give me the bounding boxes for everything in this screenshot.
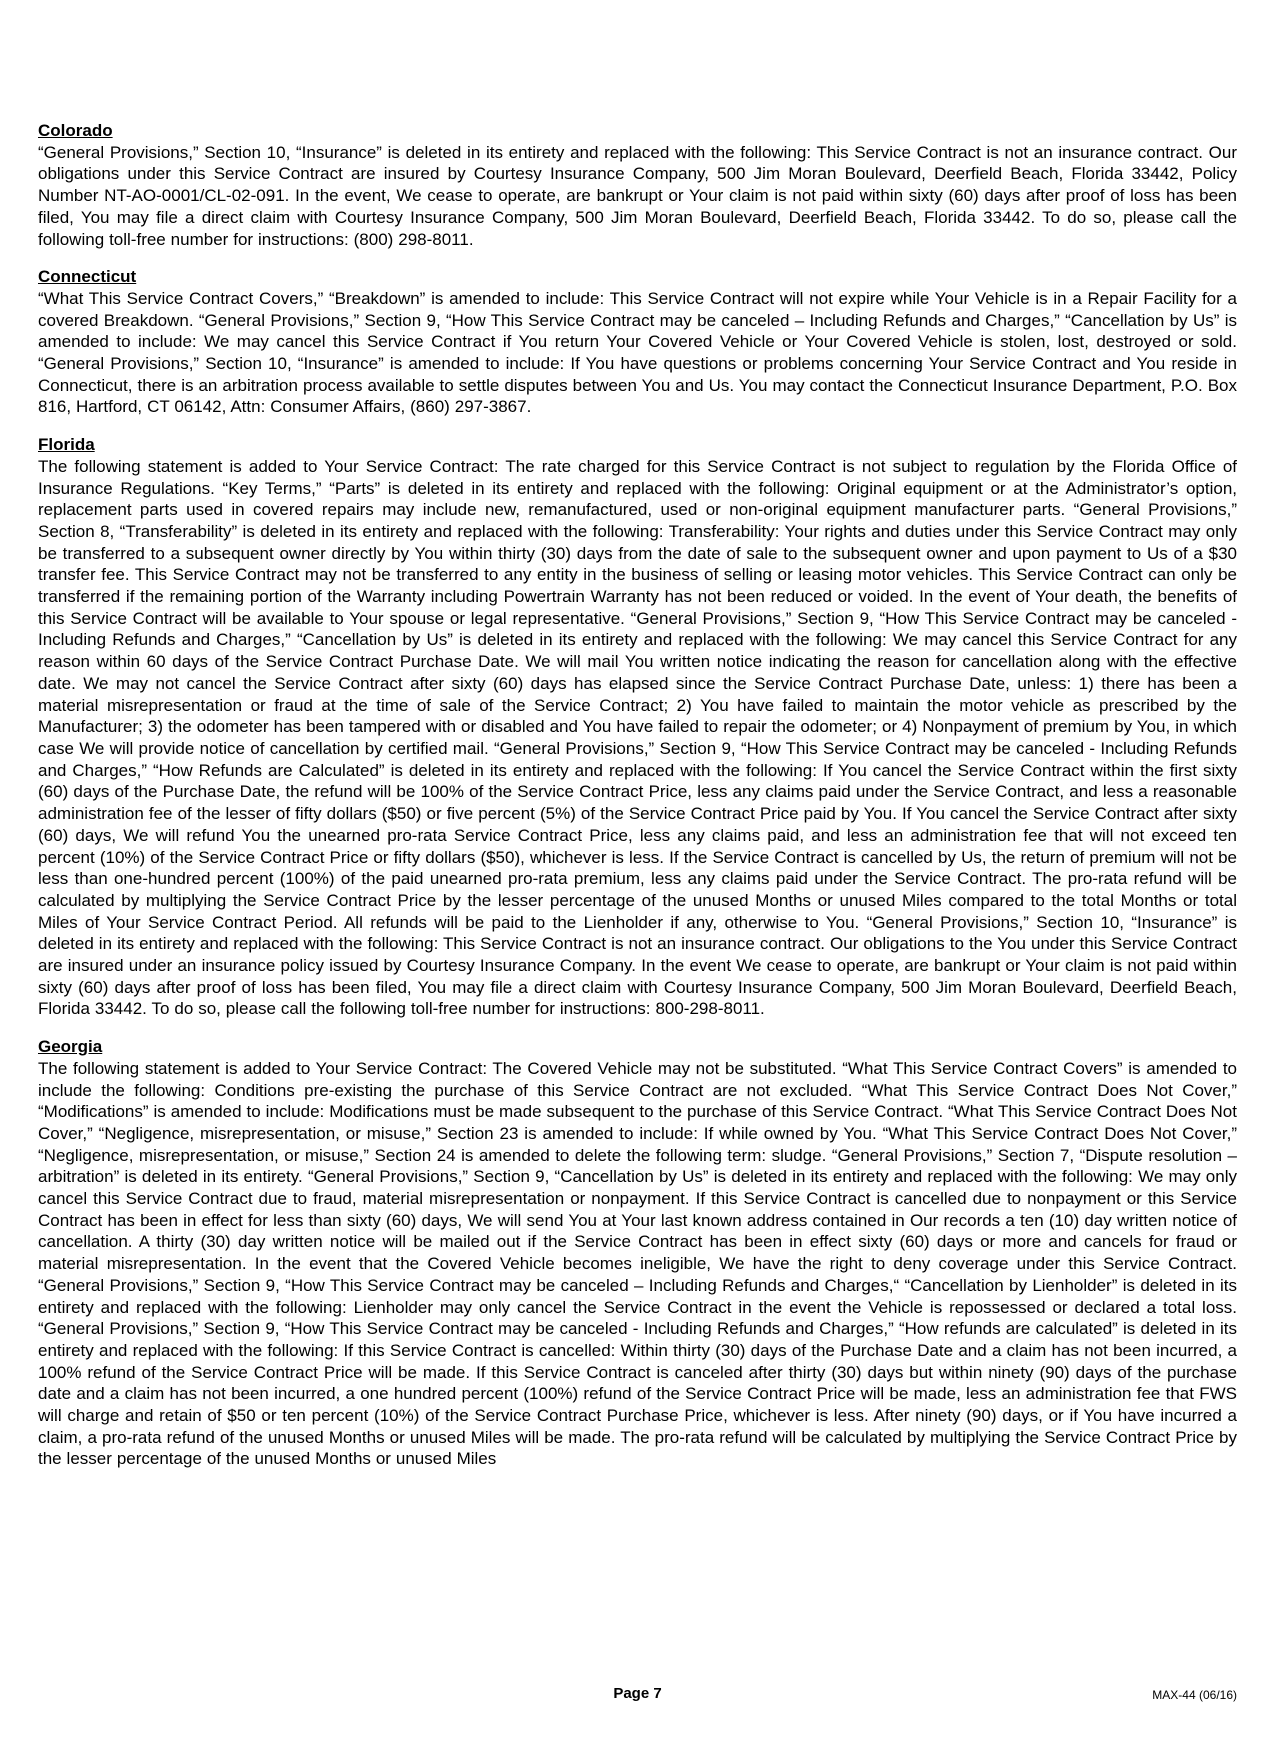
section-heading-connecticut: Connecticut (38, 267, 137, 287)
section-colorado (38, 120, 1237, 250)
section-heading-georgia: Georgia (38, 1037, 103, 1057)
section-connecticut (38, 266, 1237, 418)
document-content (38, 120, 1237, 1486)
section-body-connecticut: “What This Service Contract Covers,” “Breakdown” is amended to include: This Service Contract will not expire while Your Vehicle is in a Repair Facility for a covered Breakdown. “General Provisions,” Section 9, “How This Service Contract may be canceled – Including Refunds and Charges,” “Cancellation by Us” is amended to include: We may cancel this Service Contract if You return Your Covered Vehicle or Your Covered Vehicle is stolen, lost, destroyed or sold. “General Provisions,” Section 10, “Insurance” is amended to include: If You have questions or problems concerning Your Service Contract and You reside in Connecticut, there is an arbitration process available to settle disputes between You and Us. You may contact the Connecticut Insurance Department, P.O. Box 816, Hartford, CT 06142, Attn: Consumer Affairs, (860) 297-3867. (38, 288, 1237, 417)
section-florida (38, 434, 1237, 1020)
section-heading-colorado: Colorado (38, 121, 113, 140)
page-number: Page 7 (613, 1685, 662, 1702)
section-body-colorado: “General Provisions,” Section 10, “Insurance” is deleted in its entirety and replaced with the following: This Service Contract is not an insurance contract. Our obligations under this Service Contract are insured by Courtesy Insurance Company, 500 Jim Moran Boulevard, Deerfield Beach, Florida 33442, Policy Number NT-AO-0001/CL-02-091. In the event, We cease to operate, are bankrupt or Your claim is not paid within sixty (60) days after proof of loss has been filed, You may file a direct claim with Courtesy Insurance Company, 500 Jim Moran Boulevard, Deerfield Beach, Florida 33442. To do so, please call the following toll-free number for instructions: (800) 298-8011. (38, 142, 1237, 249)
section-body-georgia: The following statement is added to Your Service Contract: The Covered Vehicle may not be substituted. “What This Service Contract Covers” is amended to include the following: Conditions pre-existing the purchase of this Service Contract are not excluded. “What This Service Contract Does Not Cover,” “Modifications” is amended to include: Modifications must be made subsequent to the purchase of this Service Contract. “What This Service Contract Does Not Cover,” “Negligence, misrepresentation, or misuse,” Section 23 is amended to include: If while owned by You. “What This Service Contract Does Not Cover,” “Negligence, misrepresentation, or misuse,” Section 24 is amended to delete the following term: sludge. “General Provisions,” Section 7, “Dispute resolution – arbitration” is deleted in its entirety. “General Provisions,” Section 9, “Cancellation by Us” is deleted in its entirety and replaced with the following: We may only cancel this Service Contract due to fraud, material misrepresentation or nonpayment. If this Service Contract is cancelled due to nonpayment or this Service Contract has been in effect for less than sixty (60) days, We will send You at Your last known address contained in Our records a ten (10) day written notice of cancellation. A thirty (30) day written notice will be mailed out if the Service Contract has been in effect sixty (60) days or more and cancels for fraud or material misrepresentation. In the event that the Covered Vehicle becomes ineligible, We have the right to deny coverage under this Service Contract. “General Provisions,” Section 9, “How This Service Contract may be canceled – Including Refunds and Charges,“ “Cancellation by Lienholder” is deleted in its entirety and replaced with the following: Lienholder may only cancel the Service Contract in the event the Vehicle is repossessed or declared a total loss. “General Provisions,” Section 9, “How This Service Contract may be canceled - Including Refunds and Charges,” “How refunds are calculated” is deleted in its entirety and replaced with the following: If this Service Contract is cancelled: Within thirty (30) days of the Purchase Date and a claim has not been incurred, a 100% refund of the Service Contract Price will be made. If this Service Contract is canceled after thirty (30) days but within ninety (90) days of the purchase date and a claim has not been incurred, a one hundred percent (100%) refund of the Service Contract Price will be made, less an administration fee that FWS will charge and retain of $50 or ten percent (10%) of the Service Contract Purchase Price, whichever is less. After ninety (90) days, or if You have incurred a claim, a pro-rata refund of the unused Months or unused Miles will be made. The pro-rata refund will be calculated by multiplying the Service Contract Price by the lesser percentage of the unused Months or unused Miles (38, 1058, 1237, 1469)
section-georgia (38, 1036, 1237, 1470)
section-heading-florida: Florida (38, 435, 95, 455)
form-code: MAX-44 (06/16) (1152, 1688, 1237, 1702)
section-body-florida: The following statement is added to Your Service Contract: The rate charged for this Service Contract is not subject to regulation by the Florida Office of Insurance Regulations. “Key Terms,” “Parts” is deleted in its entirety and replaced with the following: Original equipment or at the Administrator’s option, replacement parts used in covered repairs may include new, remanufactured, used or non-original equipment manufacturer parts. “General Provisions,” Section 8, “Transferability” is deleted in its entirety and replaced with the following: Transferability: Your rights and duties under this Service Contract may only be transferred to a subsequent owner directly by You within thirty (30) days from the date of sale to the subsequent owner and upon payment to Us of a $30 transfer fee. This Service Contract may not be transferred to any entity in the business of selling or leasing motor vehicles. This Service Contract can only be transferred if the remaining portion of the Warranty including Powertrain Warranty has not been reduced or voided. In the event of Your death, the benefits of this Service Contract will be available to Your spouse or legal representative. “General Provisions,” Section 9, “How This Service Contract may be canceled - Including Refunds and Charges,” “Cancellation by Us” is deleted in its entirety and replaced with the following: We may cancel this Service Contract for any reason within 60 days of the Service Contract Purchase Date. We will mail You written notice indicating the reason for cancellation along with the effective date. We may not cancel the Service Contract after sixty (60) days has elapsed since the Service Contract Purchase Date, unless: 1) there has been a material misrepresentation or fraud at the time of sale of the Service Contract; 2) You have failed to maintain the motor vehicle as prescribed by the Manufacturer; 3) the odometer has been tampered with or disabled and You have failed to repair the odometer; or 4) Nonpayment of premium by You, in which case We will provide notice of cancellation by certified mail. “General Provisions,” Section 9, “How This Service Contract may be canceled - Including Refunds and Charges,” “How Refunds are Calculated” is deleted in its entirety and replaced with the following: If You cancel the Service Contract within the first sixty (60) days of the Purchase Date, the refund will be 100% of the Service Contract Price, less any claims paid under the Service Contract, and less a reasonable administration fee of the lesser of fifty dollars ($50) or five percent (5%) of the Service Contract Price paid by You. If You cancel the Service Contract after sixty (60) days, We will refund You the unearned pro-rata Service Contract Price, less any claims paid, and less an administration fee that will not exceed ten percent (10%) of the Service Contract Price or fifty dollars ($50), whichever is less. If the Service Contract is cancelled by Us, the return of premium will not be less than one-hundred percent (100%) of the paid unearned pro-rata premium, less any claims paid under the Service Contract. The pro-rata refund will be calculated by multiplying the Service Contract Price by the lesser percentage of the unused Months or unused Miles compared to the total Months or total Miles of Your Service Contract Period. All refunds will be paid to the Lienholder if any, otherwise to You. “General Provisions,” Section 10, “Insurance” is deleted in its entirety and replaced with the following: This Service Contract is not an insurance contract. Our obligations to the You under this Service Contract are insured under an insurance policy issued by Courtesy Insurance Company. In the event We cease to operate, are bankrupt or Your claim is not paid within sixty (60) days after proof of loss has been filed, You may file a direct claim with Courtesy Insurance Company, 500 Jim Moran Boulevard, Deerfield Beach, Florida 33442. To do so, please call the following toll-free number for instructions: 800-298-8011. (38, 456, 1237, 1019)
